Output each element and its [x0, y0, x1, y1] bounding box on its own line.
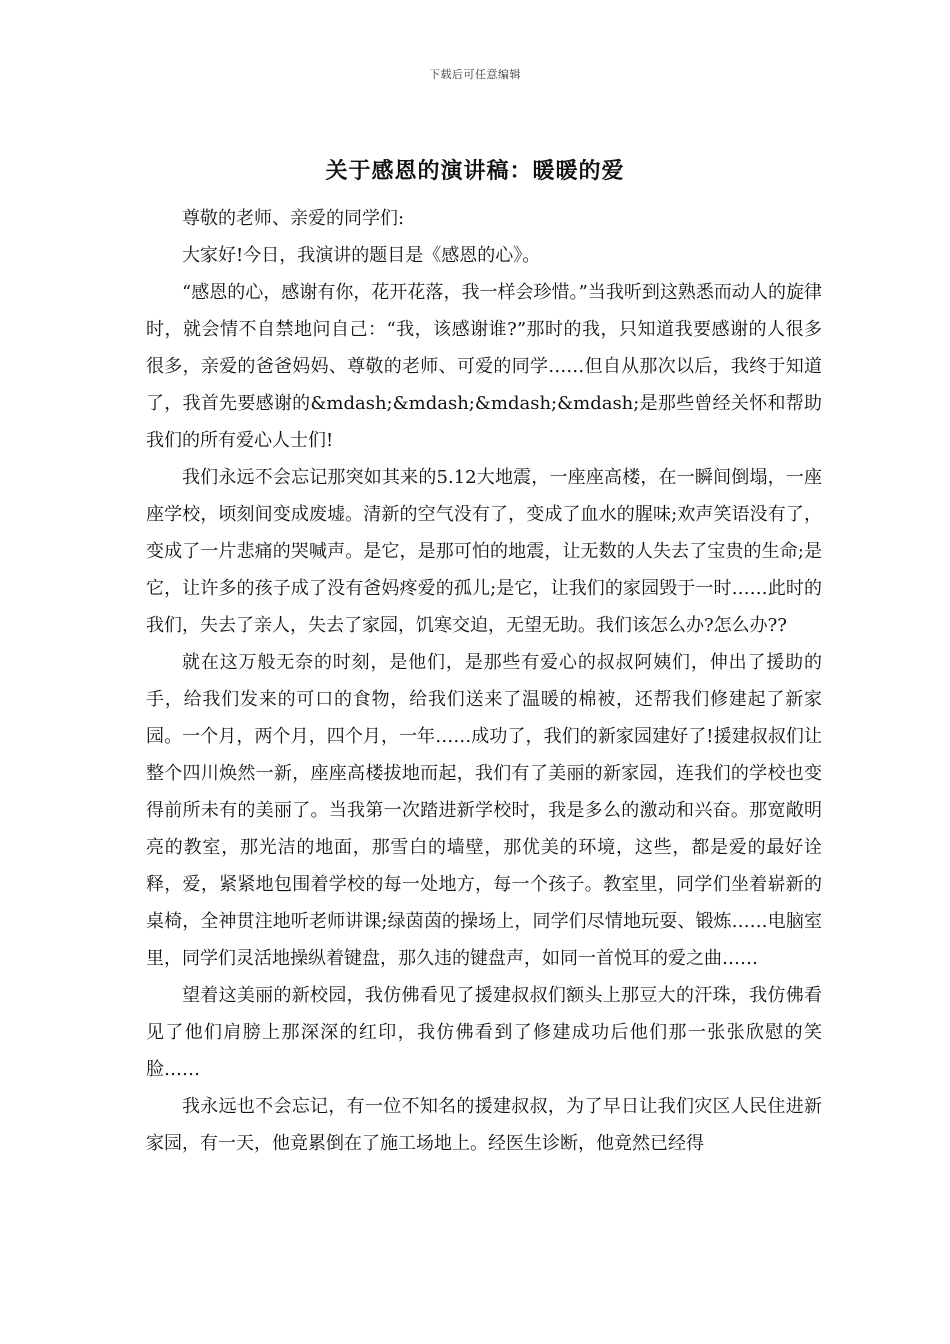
paragraph: 望着这美丽的新校园，我仿佛看见了援建叔叔们额头上那豆大的汗珠，我仿佛看见了他们肩膀上那深深的红印，我仿佛看到了修建成功后他们那一张张欣慰的笑脸…… — [146, 985, 822, 1080]
paragraph: 我们永远不会忘记那突如其来的5.12大地震，一座座高楼，在一瞬间倒塌，一座座学校，顷刻间变成废墟。清新的空气没有了，变成了血水的腥味;欢声笑语没有了，变成了一片悲痛的哭喊声。是它，是那可怕的地震，让无数的人失去了宝贵的生命;是它，让许多的孩子成了没有爸妈疼爱的孤儿;是它，让我们的家园毁于一时……此时的我们，失去了亲人，失去了家园，饥寒交迫，无望无助。我们该怎么办?怎么办?? — [146, 467, 822, 636]
paragraph: “感恩的心，感谢有你，花开花落，我一样会珍惜。”当我听到这熟悉而动人的旋律时，就会情不自禁地问自己：“我，该感谢谁?”那时的我，只知道我要感谢的人很多很多，亲爱的爸爸妈妈、尊敬的老师、可爱的同学……但自从那次以后，我终于知道了，我首先要感谢的&mdash;&mdash;&mdash;&mdash;是那些曾经关怀和帮助我们的所有爱心人士们! — [146, 282, 822, 451]
paragraph: 大家好!今日，我演讲的题目是《感恩的心》。 — [182, 245, 541, 266]
paragraph: 就在这万般无奈的时刻，是他们，是那些有爱心的叔叔阿姨们，伸出了援助的手，给我们发来的可口的食物，给我们送来了温暖的棉被，还帮我们修建起了新家园。一个月，两个月，四个月，一年……成功了，我们的新家园建好了!援建叔叔们让整个四川焕然一新，座座高楼拔地而起，我们有了美丽的新家园，连我们的学校也变得前所未有的美丽了。当我第一次踏进新学校时，我是多么的激动和兴奋。那宽敞明亮的教室，那光洁的地面，那雪白的墙壁，那优美的环境，这些，都是爱的最好诠释，爱，紧紧地包围着学校的每一处地方，每一个孩子。教室里，同学们坐着崭新的桌椅，全神贯注地听老师讲课;绿茵茵的操场上，同学们尽情地玩耍、锻炼……电脑室里，同学们灵活地操纵着键盘，那久违的键盘声，如同一首悦耳的爱之曲…… — [146, 652, 822, 969]
document-title: 关于感恩的演讲稿：暖暖的爱 — [325, 158, 625, 184]
header-note: 下载后可任意编辑 — [429, 68, 521, 81]
paragraph: 我永远也不会忘记，有一位不知名的援建叔叔，为了早日让我们灾区人民住进新家园，有一天，他竟累倒在了施工场地上。经医生诊断，他竟然已经得 — [146, 1096, 822, 1154]
document-body — [146, 200, 822, 1162]
salutation: 尊敬的老师、亲爱的同学们: — [182, 208, 405, 229]
